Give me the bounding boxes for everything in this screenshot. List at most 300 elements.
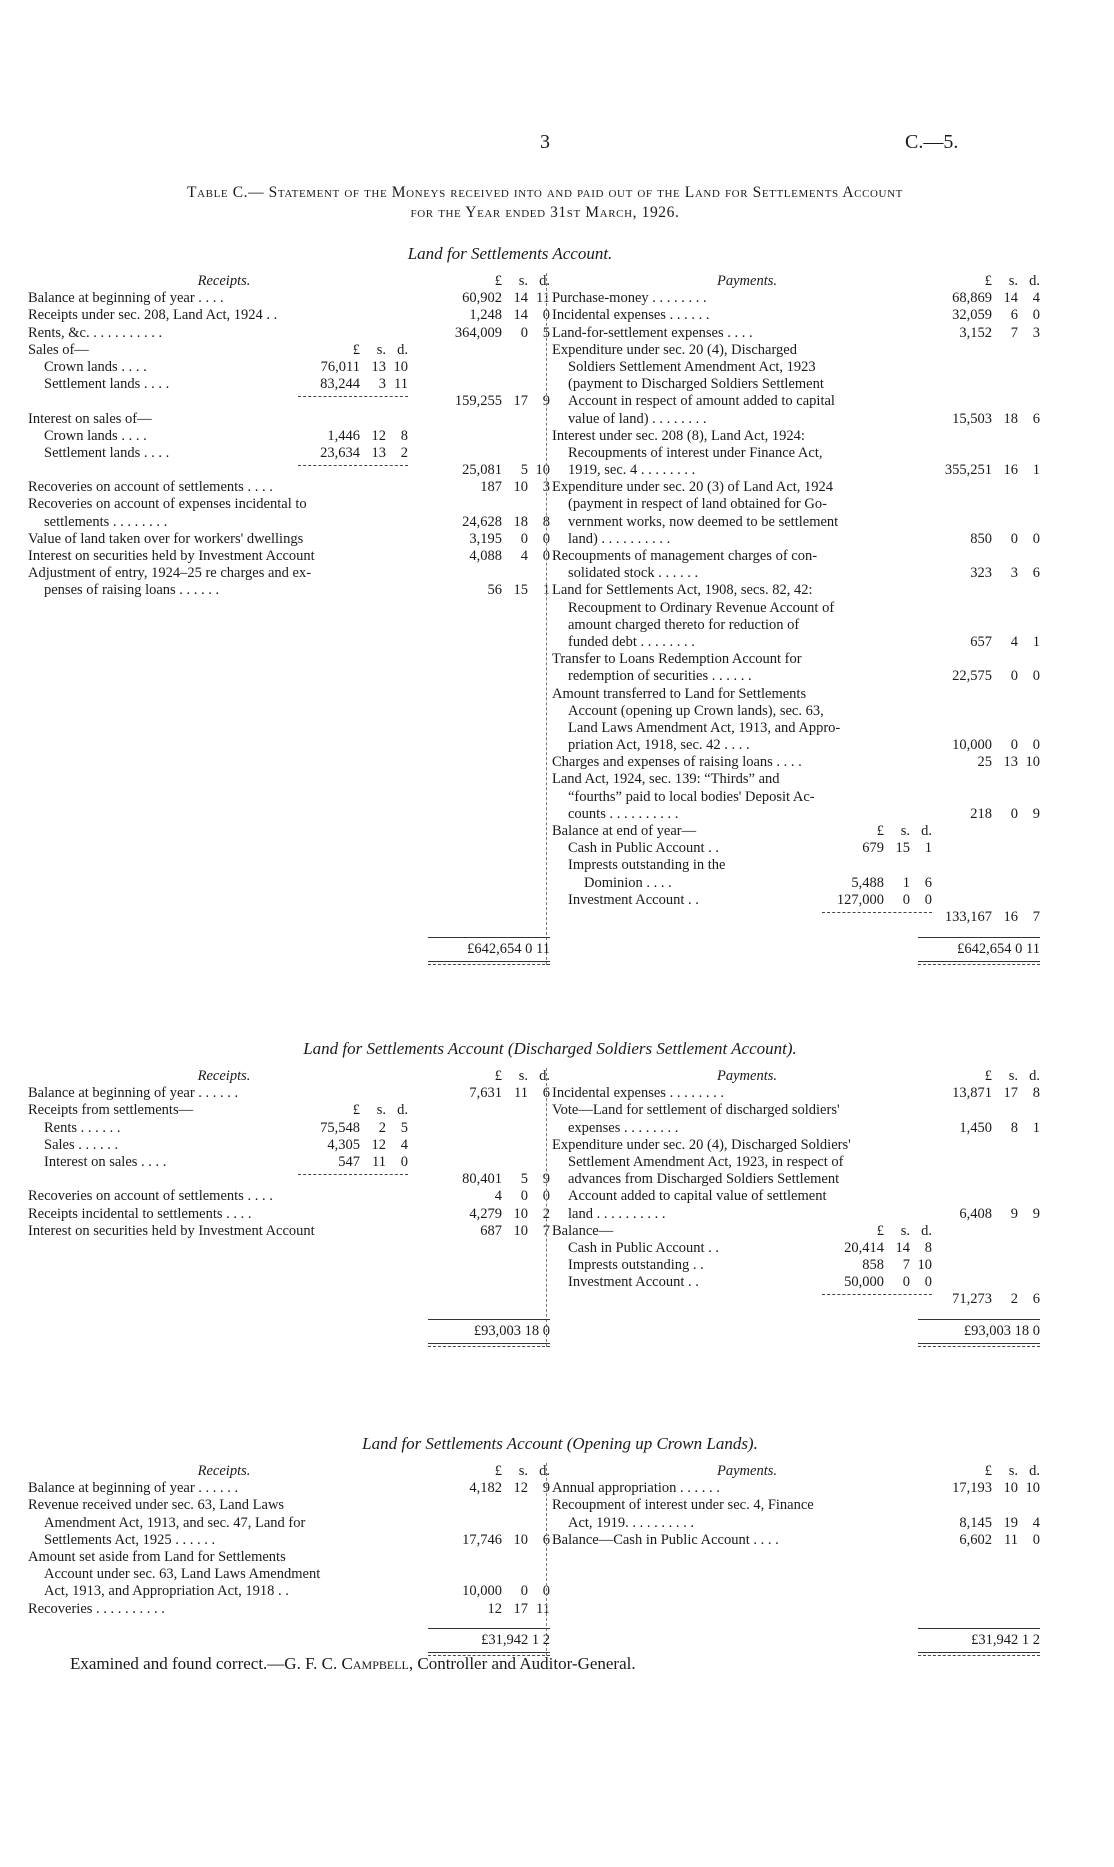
- line-amount-pence: 1: [1032, 633, 1040, 650]
- receipts-currency-header-pounds: £: [494, 1068, 502, 1084]
- row-label: value of land) . . . . . . . .: [568, 410, 707, 427]
- receipt-row: [28, 411, 543, 428]
- line-amount-pence: 3: [542, 479, 550, 496]
- inner-currency-header-pence: d.: [921, 1222, 932, 1239]
- line-amount-shillings: 19: [1003, 1514, 1018, 1531]
- line-amount-pence: 0: [542, 1188, 550, 1205]
- inner-amount-pounds: 4,305: [327, 1136, 360, 1153]
- line-amount: [922, 806, 1040, 823]
- line-amount-pounds: 133,167: [944, 908, 992, 925]
- payment-row: [552, 1497, 1067, 1514]
- inner-currency-header-pounds: £: [352, 1102, 360, 1119]
- inner-amount-pence: 0: [924, 1274, 932, 1291]
- inner-amount: [818, 840, 932, 857]
- line-amount-shillings: 17: [513, 393, 528, 410]
- row-label: Land-for-settlement expenses . . . .: [552, 324, 753, 341]
- section-title: Land for Settlements Account.: [407, 244, 613, 263]
- payment-row: [552, 789, 1067, 806]
- inner-amount-shillings: 11: [372, 1153, 386, 1170]
- receipt-row: [28, 1205, 550, 1223]
- receipts-header-row: [28, 1463, 550, 1480]
- row-label: Transfer to Loans Redemption Account for: [552, 651, 802, 668]
- inner-amount-pence: 1: [924, 840, 932, 857]
- payments-currency-header-pounds: £: [984, 1068, 992, 1084]
- line-amount-shillings: 10: [1003, 1480, 1018, 1497]
- payments-currency-header: [922, 1068, 1040, 1085]
- payment-row: [552, 1188, 1067, 1205]
- payment-row: [552, 1223, 1067, 1240]
- receipt-row: [28, 1549, 543, 1566]
- line-amount-pence: 1: [1032, 1119, 1040, 1136]
- inner-amount: [294, 445, 408, 462]
- line-amount-pence: 0: [542, 548, 550, 564]
- line-amount-pounds: 364,009: [454, 324, 502, 341]
- inner-amount-pounds: 858: [862, 1257, 884, 1274]
- row-label: (payment in respect of land obtained for Go-: [568, 496, 827, 513]
- line-amount-pounds: 355,251: [944, 462, 992, 479]
- row-label: Investment Account . .: [568, 891, 699, 908]
- line-amount-shillings: 10: [513, 1222, 528, 1239]
- payment-row: [552, 479, 1067, 496]
- receipt-row: [28, 1566, 543, 1583]
- row-label: solidated stock . . . . . .: [568, 565, 699, 582]
- inner-amount: [294, 1154, 408, 1171]
- payments-currency-header-shillings: s.: [1008, 1463, 1018, 1479]
- inner-currency-header-shillings: s.: [900, 1222, 910, 1239]
- row-label: 1919, sec. 4 . . . . . . . .: [568, 462, 696, 479]
- row-label: Land Laws Amendment Act, 1913, and Appro-: [568, 719, 841, 736]
- receipt-row: [28, 324, 550, 342]
- row-label: Rents . . . . . .: [44, 1119, 121, 1136]
- row-label: penses of raising loans . . . . . .: [44, 582, 220, 599]
- table-title: [30, 183, 1060, 223]
- inner-amount-shillings: 0: [902, 891, 910, 908]
- inner-amount-shillings: 15: [895, 840, 910, 857]
- row-label: Account added to capital value of settlement: [568, 1188, 827, 1205]
- payment-row: [552, 1137, 1067, 1154]
- receipt-row: [28, 582, 550, 599]
- inner-amount-shillings: 13: [371, 444, 386, 461]
- inner-amount-pence: 0: [400, 1153, 408, 1170]
- line-amount-shillings: 15: [513, 582, 528, 599]
- row-label: Dominion . . . .: [584, 874, 672, 891]
- payments-total-rule-top: [918, 1628, 1040, 1629]
- row-label: (payment to Discharged Soldiers Settlement: [568, 376, 824, 393]
- line-amount-shillings: 5: [520, 1171, 528, 1188]
- receipt-row: [28, 1137, 543, 1154]
- payment-row: [552, 411, 1067, 428]
- line-amount-pence: 9: [542, 1480, 550, 1497]
- line-amount-pounds: 25: [977, 754, 992, 771]
- receipts-total-rule-double: [428, 1346, 550, 1347]
- receipt-row: [28, 342, 543, 359]
- payment-row: [552, 634, 1067, 651]
- payment-row: [552, 1515, 1067, 1532]
- payments-currency-header-pence: d.: [1029, 273, 1040, 289]
- payment-row: [552, 1291, 1067, 1308]
- payments-header-row: [552, 273, 1067, 290]
- payment-row: [552, 737, 1067, 754]
- row-label: Investment Account . .: [568, 1274, 699, 1291]
- line-amount: [922, 531, 1040, 548]
- inner-amount-pounds: 75,548: [320, 1119, 360, 1136]
- line-amount-shillings: 14: [513, 290, 528, 307]
- line-amount: [432, 290, 550, 307]
- line-amount-pence: 9: [1032, 1205, 1040, 1222]
- receipt-row: [28, 548, 550, 565]
- column-divider: [546, 273, 547, 965]
- line-amount-pence: 11: [536, 1600, 550, 1617]
- line-amount: [922, 668, 1040, 685]
- inner-amount: [818, 1240, 932, 1257]
- row-label: Cash in Public Account . .: [568, 1239, 720, 1256]
- line-amount: [922, 1291, 1040, 1308]
- inner-amount-pence: 6: [924, 874, 932, 891]
- inner-amount-shillings: 13: [371, 358, 386, 375]
- row-label: Recoveries . . . . . . . . . .: [28, 1600, 165, 1617]
- line-amount: [922, 565, 1040, 582]
- row-label: funded debt . . . . . . . .: [568, 633, 695, 650]
- line-amount-shillings: 3: [1010, 565, 1018, 582]
- row-label: Imprests outstanding . .: [568, 1257, 704, 1274]
- column-divider: [546, 1068, 547, 1347]
- section2-receipts-column: [28, 1068, 550, 1240]
- receipts-currency-header-shillings: s.: [518, 1463, 528, 1479]
- line-amount-pounds: 6,408: [959, 1205, 992, 1222]
- row-label: Crown lands . . . .: [44, 427, 147, 444]
- receipts-total-rule-top: [428, 1319, 550, 1320]
- line-amount: [922, 909, 1040, 926]
- auditor-name: Campbell: [341, 1654, 409, 1673]
- line-amount-shillings: 10: [513, 479, 528, 496]
- line-amount-pounds: 56: [487, 582, 502, 599]
- payments-currency-header-shillings: s.: [1008, 1068, 1018, 1084]
- line-amount: [432, 307, 550, 324]
- inner-amount: [294, 428, 408, 445]
- line-amount: [432, 1532, 550, 1549]
- payment-row: [552, 1257, 1067, 1274]
- section1-payments-column: [552, 273, 1067, 926]
- inner-amount: [818, 875, 932, 892]
- inner-amount-shillings: 0: [902, 1274, 910, 1291]
- line-amount-pence: 1: [542, 582, 550, 599]
- receipts-total: £93,003 18 0: [473, 1322, 550, 1339]
- line-amount-pounds: 17,193: [952, 1480, 992, 1497]
- inner-currency-header: [294, 1102, 408, 1119]
- payments-currency-header-pounds: £: [984, 1463, 992, 1479]
- inner-amount: [818, 892, 932, 909]
- row-label: expenses . . . . . . . .: [568, 1119, 679, 1136]
- row-label: vernment works, now deemed to be settlement: [568, 513, 839, 530]
- inner-amount-shillings: 14: [895, 1239, 910, 1256]
- inner-amount-pence: 8: [924, 1239, 932, 1256]
- receipts-total-rule-bottom: [428, 1652, 550, 1653]
- inner-currency-header-pence: d.: [397, 1102, 408, 1119]
- line-amount-pounds: 323: [970, 565, 992, 582]
- line-amount-pounds: 6,602: [959, 1531, 992, 1548]
- inner-amount-shillings: 3: [378, 376, 386, 393]
- section2-payments-column: [552, 1068, 1067, 1309]
- payments-total-rule-double: [918, 1346, 1040, 1347]
- inner-amount-shillings: 1: [902, 874, 910, 891]
- line-amount-pounds: 71,273: [952, 1291, 992, 1308]
- receipts-currency-header-pence: d.: [539, 273, 550, 289]
- certification-text: Examined and found correct.—G. F. C.: [70, 1654, 342, 1673]
- payment-row: [552, 823, 1067, 840]
- inner-currency-header-pence: d.: [921, 823, 932, 839]
- payments-header-row: [552, 1068, 1067, 1085]
- receipt-row: [28, 1120, 543, 1137]
- line-amount: [922, 411, 1040, 428]
- row-label: Recoupment of interest under sec. 4, Finance: [552, 1497, 814, 1514]
- land-for-settlements-account: [0, 245, 1114, 985]
- line-amount: [432, 1085, 550, 1102]
- inner-amount-pence: 0: [924, 891, 932, 908]
- row-label: Cash in Public Account . .: [568, 840, 720, 857]
- payment-row: [552, 1154, 1067, 1171]
- row-label: Balance at beginning of year . . . .: [28, 290, 224, 307]
- row-label: Interest on securities held by Investment Account: [28, 1222, 315, 1239]
- inner-amount-pence: 5: [400, 1119, 408, 1136]
- receipt-row: [28, 428, 543, 445]
- receipt-row: [28, 513, 550, 531]
- row-label: Value of land taken over for workers' dwellings: [28, 530, 304, 547]
- line-amount-pence: 0: [1032, 530, 1040, 547]
- receipts-total-rule-bottom: [428, 961, 550, 962]
- line-amount: [432, 1601, 550, 1618]
- row-label: Receipts from settlements—: [28, 1102, 194, 1119]
- line-amount: [922, 1532, 1040, 1549]
- line-amount-pounds: 7,631: [469, 1085, 502, 1102]
- row-label: Balance at end of year—: [552, 823, 697, 839]
- row-label: Settlement Amendment Act, 1923, in respect of: [568, 1153, 844, 1170]
- inner-amount-pounds: 20,414: [844, 1239, 884, 1256]
- line-amount-pence: 5: [542, 324, 550, 341]
- row-label: Amount set aside from Land for Settlements: [28, 1548, 286, 1565]
- line-amount-shillings: 17: [513, 1600, 528, 1617]
- payment-row: [552, 892, 1067, 909]
- line-amount-pounds: 657: [970, 633, 992, 650]
- line-amount-shillings: 14: [513, 307, 528, 324]
- row-label: Amendment Act, 1913, and sec. 47, Land for: [44, 1514, 306, 1531]
- line-amount-pounds: 4,182: [469, 1480, 502, 1497]
- receipt-row: [28, 307, 550, 324]
- line-amount-pounds: 22,575: [952, 668, 992, 685]
- line-amount-pence: 4: [1032, 1514, 1040, 1531]
- line-amount: [432, 325, 550, 342]
- payments-total-rule-bottom: [918, 961, 1040, 962]
- receipts-total-rule-top: [428, 1628, 550, 1629]
- opening-up-crown-lands-account: [0, 1434, 1114, 1648]
- inner-amount-pounds: 127,000: [836, 891, 884, 908]
- line-amount-pence: 8: [542, 513, 550, 530]
- row-label: Soldiers Settlement Amendment Act, 1923: [568, 358, 816, 375]
- line-amount: [922, 737, 1040, 754]
- line-amount: [432, 1188, 550, 1205]
- receipt-row: [28, 376, 543, 393]
- payments-currency-header-pence: d.: [1029, 1068, 1040, 1084]
- inner-amount: [294, 376, 408, 393]
- receipt-row: [28, 359, 543, 376]
- payment-row: [552, 857, 1067, 874]
- row-label: Receipts incidental to settlements . . . .: [28, 1205, 252, 1222]
- receipts-currency-header-pounds: £: [494, 273, 502, 289]
- receipt-row: [28, 1583, 550, 1600]
- line-amount-shillings: 0: [520, 1583, 528, 1600]
- line-amount-pence: 7: [542, 1222, 550, 1239]
- line-amount-shillings: 13: [1003, 754, 1018, 771]
- line-amount: [922, 1206, 1040, 1223]
- payment-row: [552, 617, 1067, 634]
- payments-currency-header-pounds: £: [984, 273, 992, 289]
- line-amount: [922, 462, 1040, 479]
- line-amount-pounds: 187: [480, 479, 502, 496]
- receipt-row: [28, 565, 543, 582]
- line-amount: [922, 1085, 1040, 1102]
- payment-row: [552, 514, 1067, 531]
- line-amount: [432, 1171, 550, 1188]
- receipt-row: [28, 1102, 543, 1119]
- line-amount-pounds: 4,088: [469, 548, 502, 564]
- row-label: Land for Settlements Act, 1908, secs. 82, 42:: [552, 582, 813, 599]
- payment-row: [552, 1171, 1067, 1188]
- line-amount-pounds: 159,255: [454, 393, 502, 410]
- receipts-currency-header-shillings: s.: [518, 273, 528, 289]
- line-amount-pence: 6: [542, 1531, 550, 1548]
- row-label: Receipts under sec. 208, Land Act, 1924 . .: [28, 307, 278, 324]
- payment-row: [552, 565, 1067, 582]
- receipts-header-row: [28, 1068, 550, 1085]
- row-label: advances from Discharged Soldiers Settlement: [568, 1171, 840, 1188]
- row-label: Act, 1913, and Appropriation Act, 1918 . .: [44, 1583, 289, 1600]
- payment-row: [552, 342, 1067, 359]
- payments-total-rule-bottom: [918, 1652, 1040, 1653]
- line-amount-pence: 1: [1032, 462, 1040, 479]
- payment-row: [552, 720, 1067, 737]
- line-amount-shillings: 0: [1010, 668, 1018, 685]
- line-amount-shillings: 11: [1004, 1531, 1018, 1548]
- receipt-row: [28, 1222, 550, 1240]
- line-amount-pounds: 687: [480, 1222, 502, 1239]
- line-amount-pounds: 1,248: [469, 307, 502, 324]
- line-amount-shillings: 18: [513, 513, 528, 530]
- row-label: amount charged thereto for reduction of: [568, 616, 800, 633]
- row-label: Interest under sec. 208 (8), Land Act, 1924:: [552, 427, 805, 444]
- line-amount-pence: 3: [1032, 324, 1040, 341]
- line-amount-pence: 0: [1032, 307, 1040, 324]
- receipt-row: [28, 462, 550, 479]
- inner-amount-pounds: 50,000: [844, 1274, 884, 1291]
- inner-currency-header: [818, 1223, 932, 1240]
- inner-amount: [294, 1120, 408, 1137]
- receipt-row: [28, 290, 550, 307]
- line-amount: [922, 325, 1040, 342]
- receipts-currency-header-pence: d.: [539, 1463, 550, 1479]
- payment-row: [552, 445, 1067, 462]
- line-amount-pounds: 10,000: [952, 737, 992, 754]
- receipt-row: [28, 1171, 550, 1188]
- inner-amount-pounds: 76,011: [320, 358, 360, 375]
- inner-amount-pence: 4: [400, 1136, 408, 1153]
- receipts-total: £642,654 0 11: [467, 940, 550, 957]
- payment-row: [552, 548, 1067, 565]
- receipts-header: Receipts.: [197, 1463, 251, 1479]
- line-amount-pounds: 3,195: [469, 530, 502, 547]
- row-label: Recoveries on account of expenses incidental to: [28, 496, 307, 513]
- line-amount-pounds: 60,902: [462, 290, 502, 307]
- inner-amount-pounds: 5,488: [851, 874, 884, 891]
- line-amount: [922, 290, 1040, 307]
- receipt-row: [28, 445, 543, 462]
- inner-amount-shillings: 12: [371, 427, 386, 444]
- inner-currency-header-pence: d.: [397, 341, 408, 358]
- line-amount-shillings: 8: [1010, 1119, 1018, 1136]
- payment-row: [552, 462, 1067, 479]
- payment-row: [552, 359, 1067, 376]
- line-amount: [432, 1206, 550, 1223]
- section-title: Land for Settlements Account (Discharged Soldiers Settlement Account).: [303, 1039, 797, 1058]
- section-title: Land for Settlements Account (Opening up Crown Lands).: [362, 1434, 758, 1453]
- row-label: Incidental expenses . . . . . . . .: [552, 1085, 724, 1102]
- line-amount-pence: 10: [535, 462, 550, 479]
- row-label: Recoupments of interest under Finance Act,: [568, 444, 823, 461]
- payment-row: [552, 1102, 1067, 1119]
- line-amount: [922, 634, 1040, 651]
- receipt-row: [28, 1480, 550, 1497]
- payment-row: [552, 1206, 1067, 1223]
- inner-amount-pence: 11: [394, 376, 408, 393]
- inner-amount-shillings: 2: [378, 1119, 386, 1136]
- receipts-total-rule-top: [428, 937, 550, 938]
- line-amount-pence: 0: [542, 307, 550, 324]
- row-label: Expenditure under sec. 20 (4), Discharged: [552, 341, 797, 358]
- payments-currency-header: [922, 1463, 1040, 1480]
- inner-amount: [294, 1137, 408, 1154]
- row-label: Sales . . . . . .: [44, 1136, 119, 1153]
- row-label: counts . . . . . . . . . .: [568, 805, 679, 822]
- payments-header: Payments.: [717, 1463, 777, 1479]
- receipts-currency-header: [432, 1463, 550, 1480]
- line-amount-shillings: 5: [520, 462, 528, 479]
- inner-amount: [294, 359, 408, 376]
- line-amount-shillings: 12: [513, 1480, 528, 1497]
- row-label: Account (opening up Crown lands), sec. 63,: [568, 702, 824, 719]
- receipts-currency-header: [432, 273, 550, 290]
- inner-currency-header-shillings: s.: [900, 823, 910, 839]
- row-label: Purchase-money . . . . . . . .: [552, 290, 707, 307]
- line-amount-pounds: 4,279: [469, 1205, 502, 1222]
- payments-total: £93,003 18 0: [963, 1322, 1040, 1339]
- row-label: Revenue received under sec. 63, Land Laws: [28, 1497, 285, 1514]
- line-amount-shillings: 0: [1010, 530, 1018, 547]
- payment-row: [552, 686, 1067, 703]
- line-amount-pounds: 32,059: [952, 307, 992, 324]
- payments-currency-header-shillings: s.: [1008, 273, 1018, 289]
- line-amount-pence: 0: [1032, 668, 1040, 685]
- row-label: land) . . . . . . . . . .: [568, 530, 671, 547]
- row-label: Settlement lands . . . .: [44, 376, 170, 393]
- payment-row: [552, 1480, 1067, 1497]
- inner-amount-pounds: 679: [862, 840, 884, 857]
- payments-total-rule-top: [918, 1319, 1040, 1320]
- inner-amount-shillings: 12: [371, 1136, 386, 1153]
- inner-currency-header-pounds: £: [352, 341, 360, 358]
- line-amount-shillings: 18: [1003, 410, 1018, 427]
- payment-row: [552, 496, 1067, 513]
- receipt-row: [28, 1515, 543, 1532]
- line-amount-pence: 6: [1032, 410, 1040, 427]
- line-amount-pounds: 4: [494, 1188, 502, 1205]
